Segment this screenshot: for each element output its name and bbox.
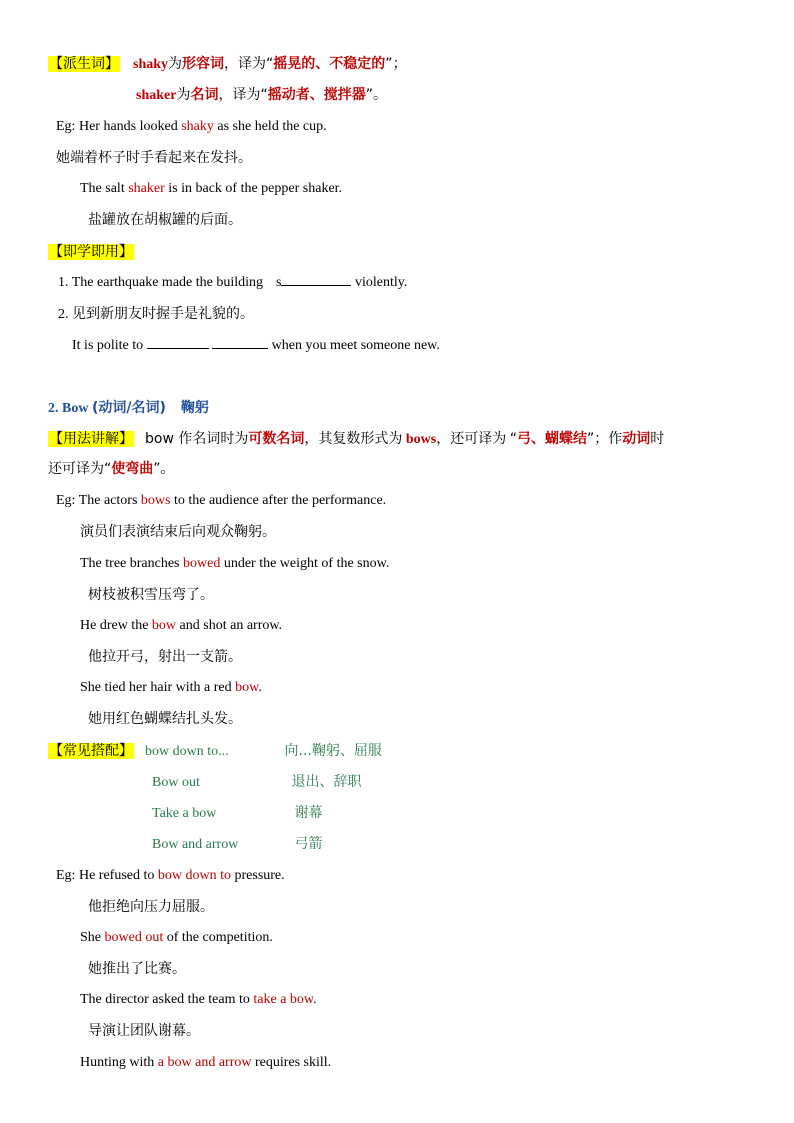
practice-heading xyxy=(48,242,134,263)
collocation-cn: 谢幕 xyxy=(294,805,323,821)
example-sentence: The director asked the team to take a bow. xyxy=(80,992,317,1007)
example-translation: 她用红色蝴蝶结扎头发。 xyxy=(88,711,242,727)
example-sentence: Eg: He refused to bow down to pressure. xyxy=(56,868,285,883)
practice-question-2-sentence: It is polite to when you meet someone new. xyxy=(72,338,440,353)
example-translation: 她端着杯子时手看起来在发抖。 xyxy=(56,150,252,166)
highlight-word: take a bow xyxy=(253,992,314,1007)
collocation-tag: 【常见搭配】 xyxy=(49,743,133,759)
usage-line-2: 还可译为“使弯曲”。 xyxy=(48,461,175,477)
example-sentence: The tree branches bowed under the weight of the snow. xyxy=(80,556,390,571)
highlight-word: bowed xyxy=(183,556,221,571)
practice-question-2: 2. 见到新朋友时握手是礼貌的。 xyxy=(58,306,254,322)
example-translation: 他拉开弓，射出一支箭。 xyxy=(88,649,242,665)
example-translation: 他拒绝向压力屈服。 xyxy=(88,899,214,915)
derivative-word-shaker: shaker xyxy=(136,88,177,103)
example-translation: 演员们表演结束后向观众鞠躬。 xyxy=(80,524,276,540)
collocation-en: bow down to... xyxy=(145,744,229,759)
highlight-word: shaker xyxy=(128,181,165,196)
derivative-pos: 名词 xyxy=(190,87,219,103)
answer-blank[interactable] xyxy=(281,273,351,286)
collocation-en: Bow out xyxy=(152,775,200,790)
example-translation: 导演让团队谢幕。 xyxy=(88,1023,200,1039)
collocation-en: Take a bow xyxy=(152,806,217,821)
answer-blank[interactable] xyxy=(212,336,268,349)
collocation-row xyxy=(152,772,362,793)
derivative-pos: 形容词 xyxy=(182,56,225,72)
highlight-word: bow down to xyxy=(157,868,231,883)
example-sentence: Hunting with a bow and arrow requires skill. xyxy=(80,1055,332,1070)
derivative-line-1: 【派生词】 shaky为形容词，译为“摇晃的、不稳定的”； xyxy=(49,56,407,72)
example-sentence: He drew the bow and shot an arrow. xyxy=(80,618,283,633)
derivative-line-2: shaker为名词，译为“摇动者、搅拌器”。 xyxy=(136,87,387,103)
practice-tag: 【即学即用】 xyxy=(49,244,133,260)
collocation-cn: 向...鞠躬、屈服 xyxy=(284,743,382,759)
collocation-row xyxy=(152,803,323,824)
answer-blank[interactable] xyxy=(147,336,209,349)
example-sentence: She tied her hair with a red bow. xyxy=(80,680,262,695)
highlight-word: bow xyxy=(235,680,259,695)
highlight-word: bow xyxy=(151,618,177,633)
collocation-row xyxy=(48,741,382,762)
example-sentence: The salt shaker is in back of the pepper shaker. xyxy=(80,181,343,196)
example-translation: 树枝被积雪压弯了。 xyxy=(88,587,214,603)
example-translation: 她推出了比赛。 xyxy=(88,961,186,977)
usage-tag: 【用法讲解】 xyxy=(49,431,133,447)
derivative-meaning: 摇晃的、不稳定的 xyxy=(273,56,386,72)
collocation-en: Bow and arrow xyxy=(152,837,239,852)
collocation-cn: 弓箭 xyxy=(294,836,323,852)
highlight-word: shaky xyxy=(181,119,214,134)
practice-question-1: 1. The earthquake made the building s violently. xyxy=(58,275,408,290)
derivative-tag: 【派生词】 xyxy=(49,56,119,72)
section-heading-bow: 2. Bow (动词/名词) 鞠躬 xyxy=(48,400,209,416)
highlight-word: bowed out xyxy=(104,930,164,945)
collocation-row xyxy=(152,834,323,855)
example-sentence: Eg: The actors bows to the audience after the performance. xyxy=(56,493,387,508)
example-translation: 盐罐放在胡椒罐的后面。 xyxy=(88,212,242,228)
example-sentence: She bowed out of the competition. xyxy=(80,930,273,945)
usage-line-1: 【用法讲解】 bow 作名词时为可数名词，其复数形式为 bows，还可译为 “弓、蝴蝶结”；作动词时 xyxy=(49,431,665,447)
highlight-word: bows xyxy=(140,493,171,508)
collocation-cn: 退出、辞职 xyxy=(291,774,362,790)
derivative-meaning: 摇动者、搅拌器 xyxy=(267,87,366,103)
derivative-word-shaky: shaky xyxy=(133,57,169,72)
highlight-word: a bow and arrow xyxy=(157,1055,252,1070)
example-sentence: Eg: Her hands looked shaky as she held the cup. xyxy=(56,119,327,134)
